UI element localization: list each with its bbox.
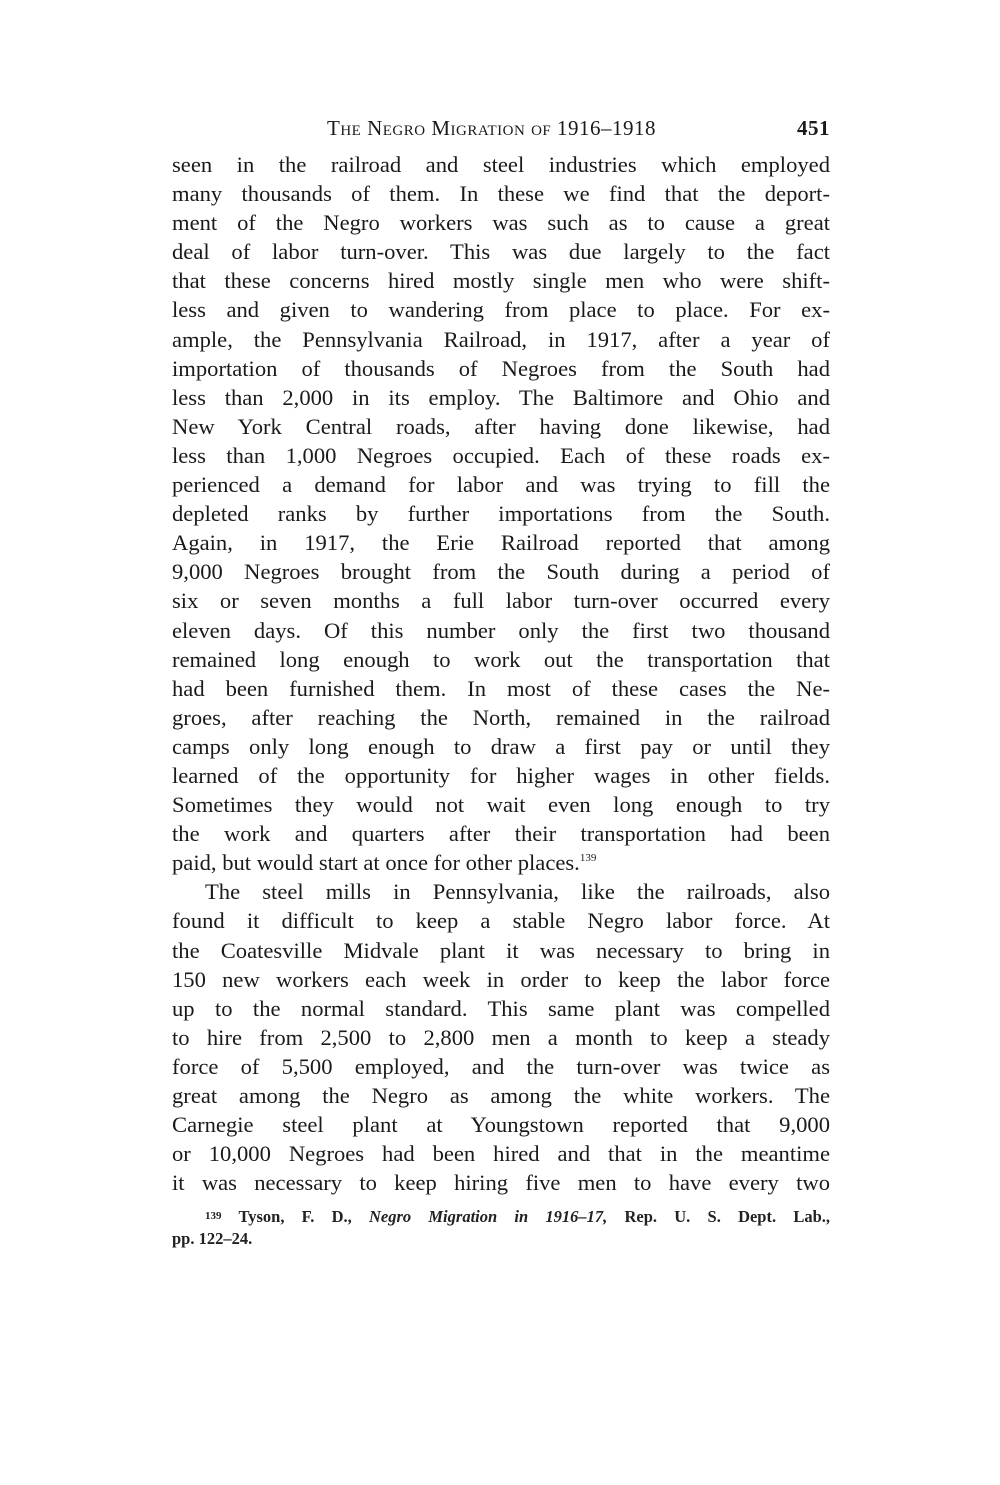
text-line: that these concerns hired mostly single men who were shift- [172,268,830,294]
footnote-reference[interactable]: 139 [579,852,597,865]
text-line: less than 1,000 Negroes occupied. Each of these roads ex- [172,442,830,468]
text-line: or 10,000 Negroes had been hired and that in the meantime [172,1141,830,1167]
book-page [172,112,830,1250]
text-line: camps only long enough to draw a first pay or until they [172,733,830,759]
text-line: ample, the Pennsylvania Railroad, in 1917, after a year of [172,326,830,352]
paragraph [172,877,830,1197]
text-line: seen in the railroad and steel industries which employed [172,152,830,177]
text-line: six or seven months a full labor turn-over occurred every [172,588,830,614]
text-line: ment of the Negro workers was such as to cause a great [172,210,830,236]
text-line: great among the Negro as among the white workers. The [172,1083,830,1108]
text-line: remained long enough to work out the transportation that [172,646,830,672]
text-line: many thousands of them. In these we find that the deport- [172,181,830,207]
text-line: learned of the opportunity for higher wages in other fields. [172,762,830,788]
footnote-source: Rep. U. S. Dept. Lab., [624,1207,831,1227]
text-line: the Coatesville Midvale plant it was necessary to bring in [172,937,830,963]
text-line: 9,000 Negroes brought from the South during a period of [172,559,830,585]
running-title: The Negro Migration of 1916–1918 [327,116,656,140]
running-head [172,112,830,146]
text-line: eleven days. Of this number only the first two thousand [172,617,830,643]
text-line: found it difficult to keep a stable Negro labor force. At [172,908,830,934]
text-line: The steel mills in Pennsylvania, like the railroads, also [205,879,830,905]
text-line: Carnegie steel plant at Youngstown reported that 9,000 [172,1112,830,1138]
text-line: depleted ranks by further importations from the South. [172,501,830,527]
footnote-line [172,1205,830,1228]
text-line: less than 2,000 in its employ. The Baltimore and Ohio and [172,384,830,410]
text-line-content: paid, but would start at once for other places. [172,850,580,876]
text-line: Again, in 1917, the Erie Railroad reported that among [172,530,830,556]
footnote [172,1205,830,1250]
text-line: had been furnished them. In most of these cases the Ne- [172,675,830,701]
footnote-pages: pp. 122–24. [172,1229,253,1249]
text-line [172,848,830,877]
text-line: groes, after reaching the North, remained in the railroad [172,704,830,730]
footnote-title: Negro Migration in 1916–17, [369,1207,608,1227]
text-line: importation of thousands of Negroes from the South had [172,355,830,381]
text-line: force of 5,500 employed, and the turn-over was twice as [172,1053,830,1079]
text-line: the work and quarters after their transportation had been [172,821,830,847]
text-line: 150 new workers each week in order to keep the labor force [172,966,830,992]
paragraph [172,150,830,877]
footnote-mark: 139 [205,1210,222,1223]
page-number: 451 [797,116,830,140]
text-line: to hire from 2,500 to 2,800 men a month to keep a steady [172,1024,830,1050]
text-line: less and given to wandering from place to place. For ex- [172,297,830,323]
text-line: deal of labor turn-over. This was due largely to the fact [172,239,830,265]
text-line: it was necessary to keep hiring five men to have every two [172,1170,830,1196]
body-text [172,150,830,1197]
text-line: New York Central roads, after having done likewise, had [172,413,830,439]
text-line: perienced a demand for labor and was trying to fill the [172,472,830,498]
text-line: Sometimes they would not wait even long enough to try [172,792,830,818]
text-line: up to the normal standard. This same plant was compelled [172,995,830,1021]
footnote-author: Tyson, F. D., [238,1207,352,1227]
